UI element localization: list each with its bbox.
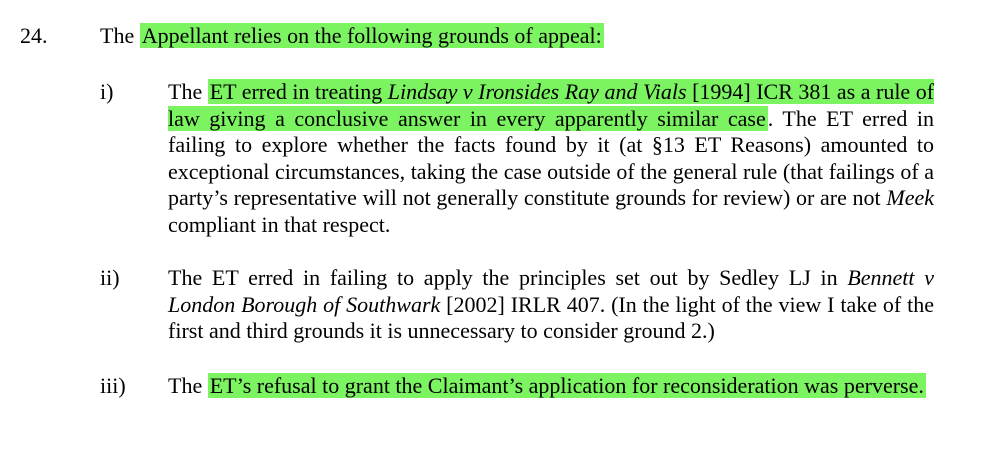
ground-1-meek: Meek <box>886 185 934 210</box>
ground-1-body: . The ET erred in failing to explore whether the facts found by it (at §13 ET Reasons) amounted to exceptional circumstances, taking the case outside of the general rule (that failings of a party’s representative will not generally constitute grounds for review) or are not <box>168 105 934 210</box>
ground-3-highlight: ET’s refusal to grant the Claimant’s application for reconsideration was perverse. <box>209 373 924 398</box>
ground-1-prefix: The <box>168 79 203 104</box>
ground-3-text <box>168 373 934 400</box>
ground-2-text <box>168 265 934 345</box>
ground-2-body: [2002] IRLR 407. (In the light of the view I take of the first and third grounds it is unnecessary to consider ground 2.) <box>168 291 934 343</box>
lead-prefix: The <box>100 23 135 48</box>
ground-2-prefix: The ET erred in failing to apply the principles set out by Sedley LJ in <box>168 265 838 290</box>
ground-1-tail: compliant in that respect. <box>168 211 391 237</box>
ground-1-highlight-end: [1994] ICR 381 as a rule of law giving a conclusive answer in every apparently similar case <box>168 79 935 131</box>
ground-1-text <box>168 79 934 238</box>
ground-1-numeral: i) <box>100 79 114 104</box>
ground-3-prefix: The <box>168 373 203 398</box>
ground-1-highlight-start: ET erred in treating <box>209 79 383 104</box>
ground-2-numeral: ii) <box>100 265 120 290</box>
lead-highlight: Appellant relies on the following grounds of appeal: <box>141 23 602 48</box>
ground-3-numeral: iii) <box>100 373 126 398</box>
ground-2-case-name: Bennett v London Borough of Southwark <box>168 265 934 317</box>
paragraph-lead <box>100 22 604 50</box>
ground-1-case-name: Lindsay v Ironsides Ray and Vials <box>387 79 687 104</box>
paragraph-number: 24. <box>20 23 48 48</box>
